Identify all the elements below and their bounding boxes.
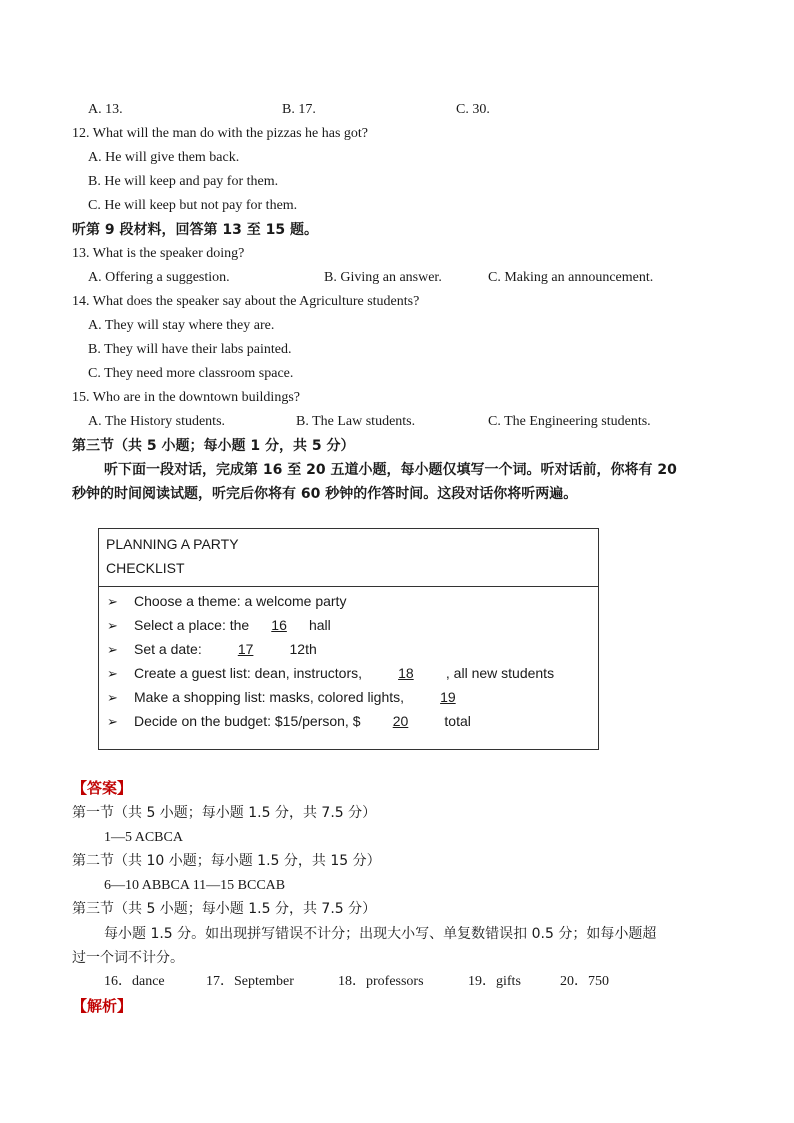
arrow-bullet-icon: ➢ [107,594,118,609]
checklist-item-text-after: , all new students [445,665,555,681]
q11-option-c: C. 30. [456,102,490,117]
answer-key-20: 20．750 [560,974,609,989]
q15-option-b: B. The Law students. [296,414,416,429]
section3-heading: 第三节（共 5 小题；每小题 1 分，共 5 分） [72,438,355,454]
checklist-item-date [107,640,317,659]
arrow-bullet-icon: ➢ [107,666,118,681]
checklist-item-budget [107,712,471,731]
answers-s2-heading: 第二节（共 10 小题；每小题 1.5 分，共 15 分） [72,853,381,869]
checklist-item-text: Choose a theme: a welcome party [134,593,347,609]
checklist-item-place [107,616,331,635]
checklist-item-theme [107,592,346,611]
section9-instruction: 听第 9 段材料，回答第 13 至 15 题。 [72,222,318,238]
answer-key-17: 17．September [206,974,294,989]
q11-option-b: B. 17. [282,102,316,117]
blank-19: 19 [440,689,456,705]
q15-option-a: A. The History students. [88,414,226,429]
blank-20: 20 [392,713,409,729]
answer-key-16: 16．dance [104,974,165,989]
checklist-item-text: Set a date: [134,641,206,657]
checklist-item-shopping-list [107,688,488,707]
checklist-item-text: Make a shopping list: masks, colored lights, [134,689,408,705]
answers-s3-heading: 第三节（共 5 小题；每小题 1.5 分，共 7.5 分） [72,901,377,917]
checklist-item-text: Select a place: the [134,617,254,633]
q12-option-b: B. He will keep and pay for them. [88,174,279,189]
q14-option-c: C. They need more classroom space. [88,366,294,381]
blank-17: 17 [237,641,254,657]
checklist-item-text-after: total [440,713,471,729]
q14-option-a: A. They will stay where they are. [88,318,275,333]
q13-option-c: C. Making an announcement. [488,270,654,285]
arrow-bullet-icon: ➢ [107,618,118,633]
answers-s2-keys: 6—10 ABBCA 11—15 BCCAB [104,878,286,893]
arrow-bullet-icon: ➢ [107,642,118,657]
q14-stem: 14. What does the speaker say about the Agriculture students? [72,294,420,309]
checklist-title-line2: CHECKLIST [106,560,185,576]
q13-option-b: B. Giving an answer. [324,270,442,285]
blank-16: 16 [271,617,287,633]
answer-key-18: 18．professors [338,974,424,989]
checklist-item-text: Create a guest list: dean, instructors, [134,665,366,681]
q13-option-a: A. Offering a suggestion. [88,270,230,285]
answer-key-19: 19．gifts [468,974,521,989]
q15-option-c: C. The Engineering students. [488,414,651,429]
q13-stem: 13. What is the speaker doing? [72,246,245,261]
q15-stem: 15. Who are in the downtown buildings? [72,390,300,405]
section3-instruction-line1: 听下面一段对话，完成第 16 至 20 五道小题，每小题仅填写一个词。听对话前，你将有 20 [104,462,677,478]
checklist-item-text: Decide on the budget: $15/person, $ [134,713,361,729]
checklist-title-line1: PLANNING A PARTY [106,536,239,552]
q11-option-a: A. 13. [88,102,123,117]
answer-tag: 【答案】 [72,779,133,797]
answers-s3-note-line2: 过一个词不计分。 [72,950,184,966]
checklist-item-text-after: 12th [285,641,317,657]
answers-s1-keys: 1—5 ACBCA [104,830,183,845]
checklist-divider [99,586,598,587]
blank-18: 18 [398,665,414,681]
arrow-bullet-icon: ➢ [107,690,118,705]
checklist-item-guest-list [107,664,554,683]
checklist-item-text-after: hall [305,617,331,633]
party-checklist-box [98,528,599,750]
answers-s1-heading: 第一节（共 5 小题；每小题 1.5 分，共 7.5 分） [72,805,377,821]
section3-instruction-line2: 秒钟的时间阅读试题，听完后你将有 60 秒钟的作答时间。这段对话你将听两遍。 [72,486,578,502]
q12-option-c: C. He will keep but not pay for them. [88,198,298,213]
analysis-tag: 【解析】 [72,997,133,1015]
q12-stem: 12. What will the man do with the pizzas he has got? [72,126,369,141]
answers-s3-note-line1: 每小题 1.5 分。如出现拼写错误不计分；出现大小写、单复数错误扣 0.5 分；如每小题超 [104,926,657,942]
q12-option-a: A. He will give them back. [88,150,240,165]
q14-option-b: B. They will have their labs painted. [88,342,292,357]
arrow-bullet-icon: ➢ [107,714,118,729]
